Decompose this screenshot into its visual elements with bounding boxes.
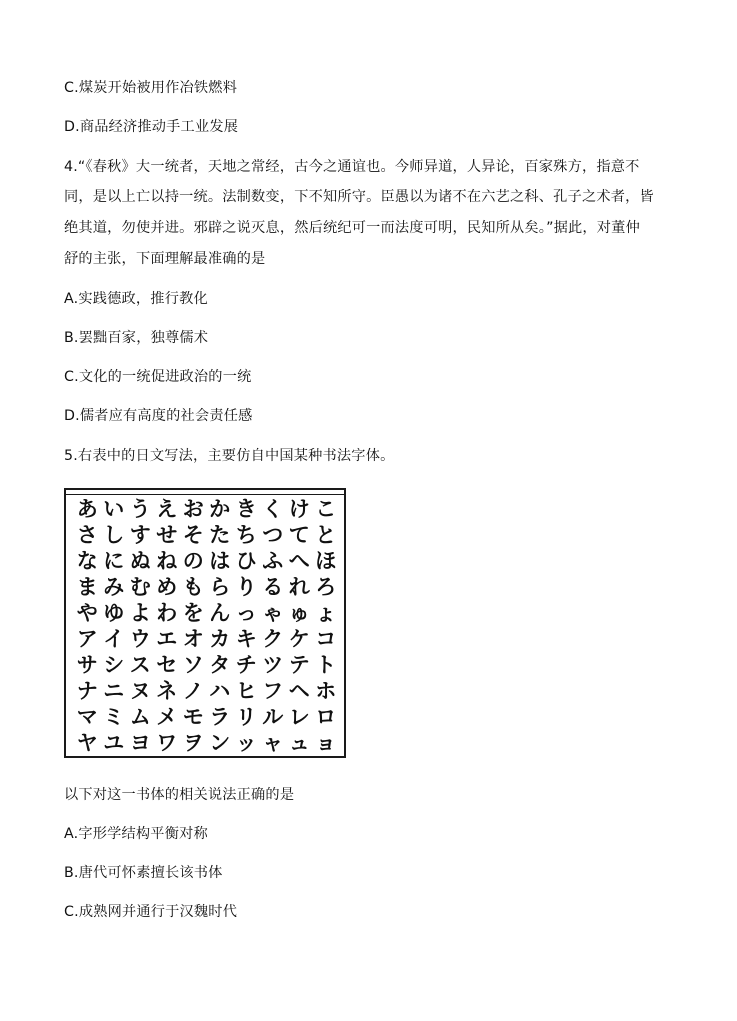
kana-character: ち	[235, 523, 257, 547]
kana-character: ね	[156, 549, 178, 573]
kana-character: ヒ	[235, 679, 257, 703]
kana-character: テ	[288, 653, 310, 677]
kana-character: ャ	[262, 731, 284, 755]
kana-character: ホ	[315, 679, 337, 703]
option-4d: D.儒者应有高度的社会责任感	[64, 408, 253, 424]
kana-character: ふ	[262, 549, 284, 573]
question-5-prompt: 以下对这一书体的相关说法正确的是	[64, 787, 295, 803]
kana-table-image	[64, 488, 346, 758]
kana-character: む	[129, 575, 151, 599]
kana-character: ろ	[315, 575, 337, 599]
kana-character: ま	[76, 575, 98, 599]
kana-character: ソ	[182, 653, 204, 677]
kana-character: つ	[262, 523, 284, 547]
question-4-line-4: 舒的主张，下面理解最准确的是	[64, 251, 266, 267]
option-4b: B.罢黜百家，独尊儒术	[64, 330, 209, 346]
kana-character: マ	[76, 705, 98, 729]
kana-character: よ	[129, 601, 151, 625]
kana-character: ナ	[76, 679, 98, 703]
kana-character: く	[262, 497, 284, 521]
kana-character: ュ	[288, 731, 310, 755]
question-4-line-2: 同，是以上亡以持一统。法制数变，下不知所守。臣愚以为诸不在六艺之科、孔子之术者，皆	[64, 189, 654, 205]
kana-character: ニ	[103, 679, 125, 703]
kana-character: っ	[235, 601, 257, 625]
kana-character: メ	[156, 705, 178, 729]
kana-character: ゃ	[262, 601, 284, 625]
kana-character: ユ	[103, 731, 125, 755]
kana-character: か	[209, 497, 231, 521]
kana-character: い	[103, 497, 125, 521]
kana-character: そ	[182, 523, 204, 547]
kana-character: ほ	[315, 549, 337, 573]
kana-character: ハ	[209, 679, 231, 703]
kana-character: フ	[262, 679, 284, 703]
kana-character: モ	[182, 705, 204, 729]
kana-character: み	[103, 575, 125, 599]
option-5a: A.字形学结构平衡对称	[64, 826, 208, 842]
kana-character: こ	[315, 497, 337, 521]
kana-character: ノ	[182, 679, 204, 703]
kana-character: ヘ	[288, 679, 310, 703]
kana-character: シ	[103, 653, 125, 677]
kana-character: エ	[156, 627, 178, 651]
kana-character: ツ	[262, 653, 284, 677]
kana-character: へ	[288, 549, 310, 573]
kana-character: と	[315, 523, 337, 547]
kana-character: ゅ	[288, 601, 310, 625]
kana-character: ゆ	[103, 601, 125, 625]
kana-character: え	[156, 497, 178, 521]
kana-character: を	[182, 601, 204, 625]
kana-character: タ	[209, 653, 231, 677]
kana-character: し	[103, 523, 125, 547]
kana-character: ミ	[103, 705, 125, 729]
kana-character: や	[76, 601, 98, 625]
option-5c: C.成熟网并通行于汉魏时代	[64, 904, 238, 920]
kana-character: コ	[315, 627, 337, 651]
kana-character: ヨ	[129, 731, 151, 755]
option-4d-prev: D.商品经济推动手工业发展	[64, 119, 239, 135]
kana-character: チ	[235, 653, 257, 677]
kana-character: て	[288, 523, 310, 547]
kana-character: る	[262, 575, 284, 599]
kana-character: レ	[288, 705, 310, 729]
kana-character: カ	[209, 627, 231, 651]
kana-character: ヤ	[76, 731, 98, 755]
kana-character: た	[209, 523, 231, 547]
kana-character: す	[129, 523, 151, 547]
kana-character: ン	[209, 731, 231, 755]
kana-character: ら	[209, 575, 231, 599]
kana-grid	[74, 496, 339, 756]
kana-character: れ	[288, 575, 310, 599]
kana-character: ひ	[235, 549, 257, 573]
kana-character: せ	[156, 523, 178, 547]
option-4a: A.实践德政，推行教化	[64, 291, 208, 307]
kana-character: あ	[76, 497, 98, 521]
kana-character: さ	[76, 523, 98, 547]
kana-character: ク	[262, 627, 284, 651]
kana-character: ワ	[156, 731, 178, 755]
kana-character: ル	[262, 705, 284, 729]
kana-character: ヌ	[129, 679, 151, 703]
kana-character: サ	[76, 653, 98, 677]
kana-character: ス	[129, 653, 151, 677]
kana-character: キ	[235, 627, 257, 651]
kana-character: り	[235, 575, 257, 599]
option-5b: B.唐代可怀素擅长该书体	[64, 865, 223, 881]
kana-character: め	[156, 575, 178, 599]
kana-character: き	[235, 497, 257, 521]
kana-character: の	[182, 549, 204, 573]
kana-character: ぬ	[129, 549, 151, 573]
question-4-line-3: 绝其道，勿使并进。邪辟之说灭息，然后统纪可一而法度可明，民知所从矣。”据此，对董仲	[64, 220, 640, 236]
option-4c: C.文化的一统促进政治的一统	[64, 369, 252, 385]
kana-character: ん	[209, 601, 231, 625]
kana-character: ト	[315, 653, 337, 677]
kana-character: わ	[156, 601, 178, 625]
kana-character: ヲ	[182, 731, 204, 755]
kana-character: ョ	[315, 731, 337, 755]
kana-character: に	[103, 549, 125, 573]
kana-character: ょ	[315, 601, 337, 625]
kana-character: な	[76, 549, 98, 573]
table-top-rule	[66, 494, 344, 495]
kana-character: ッ	[235, 731, 257, 755]
kana-character: は	[209, 549, 231, 573]
kana-character: ネ	[156, 679, 178, 703]
question-5-stem: 5.右表中的日文写法，主要仿自中国某种书法字体。	[64, 448, 395, 464]
option-4c-prev: C.煤炭开始被用作冶铁燃料	[64, 80, 238, 96]
kana-character: も	[182, 575, 204, 599]
kana-character: ウ	[129, 627, 151, 651]
kana-character: お	[182, 497, 204, 521]
kana-character: ケ	[288, 627, 310, 651]
question-4-line-1: 4.“《春秋》大一统者，天地之常经，古今之通谊也。今师异道，人异论，百家殊方，指意不	[64, 159, 640, 175]
kana-character: ラ	[209, 705, 231, 729]
kana-character: セ	[156, 653, 178, 677]
kana-character: ム	[129, 705, 151, 729]
kana-character: け	[288, 497, 310, 521]
kana-character: ロ	[315, 705, 337, 729]
kana-character: イ	[103, 627, 125, 651]
kana-character: オ	[182, 627, 204, 651]
kana-character: ア	[76, 627, 98, 651]
kana-character: リ	[235, 705, 257, 729]
kana-character: う	[129, 497, 151, 521]
